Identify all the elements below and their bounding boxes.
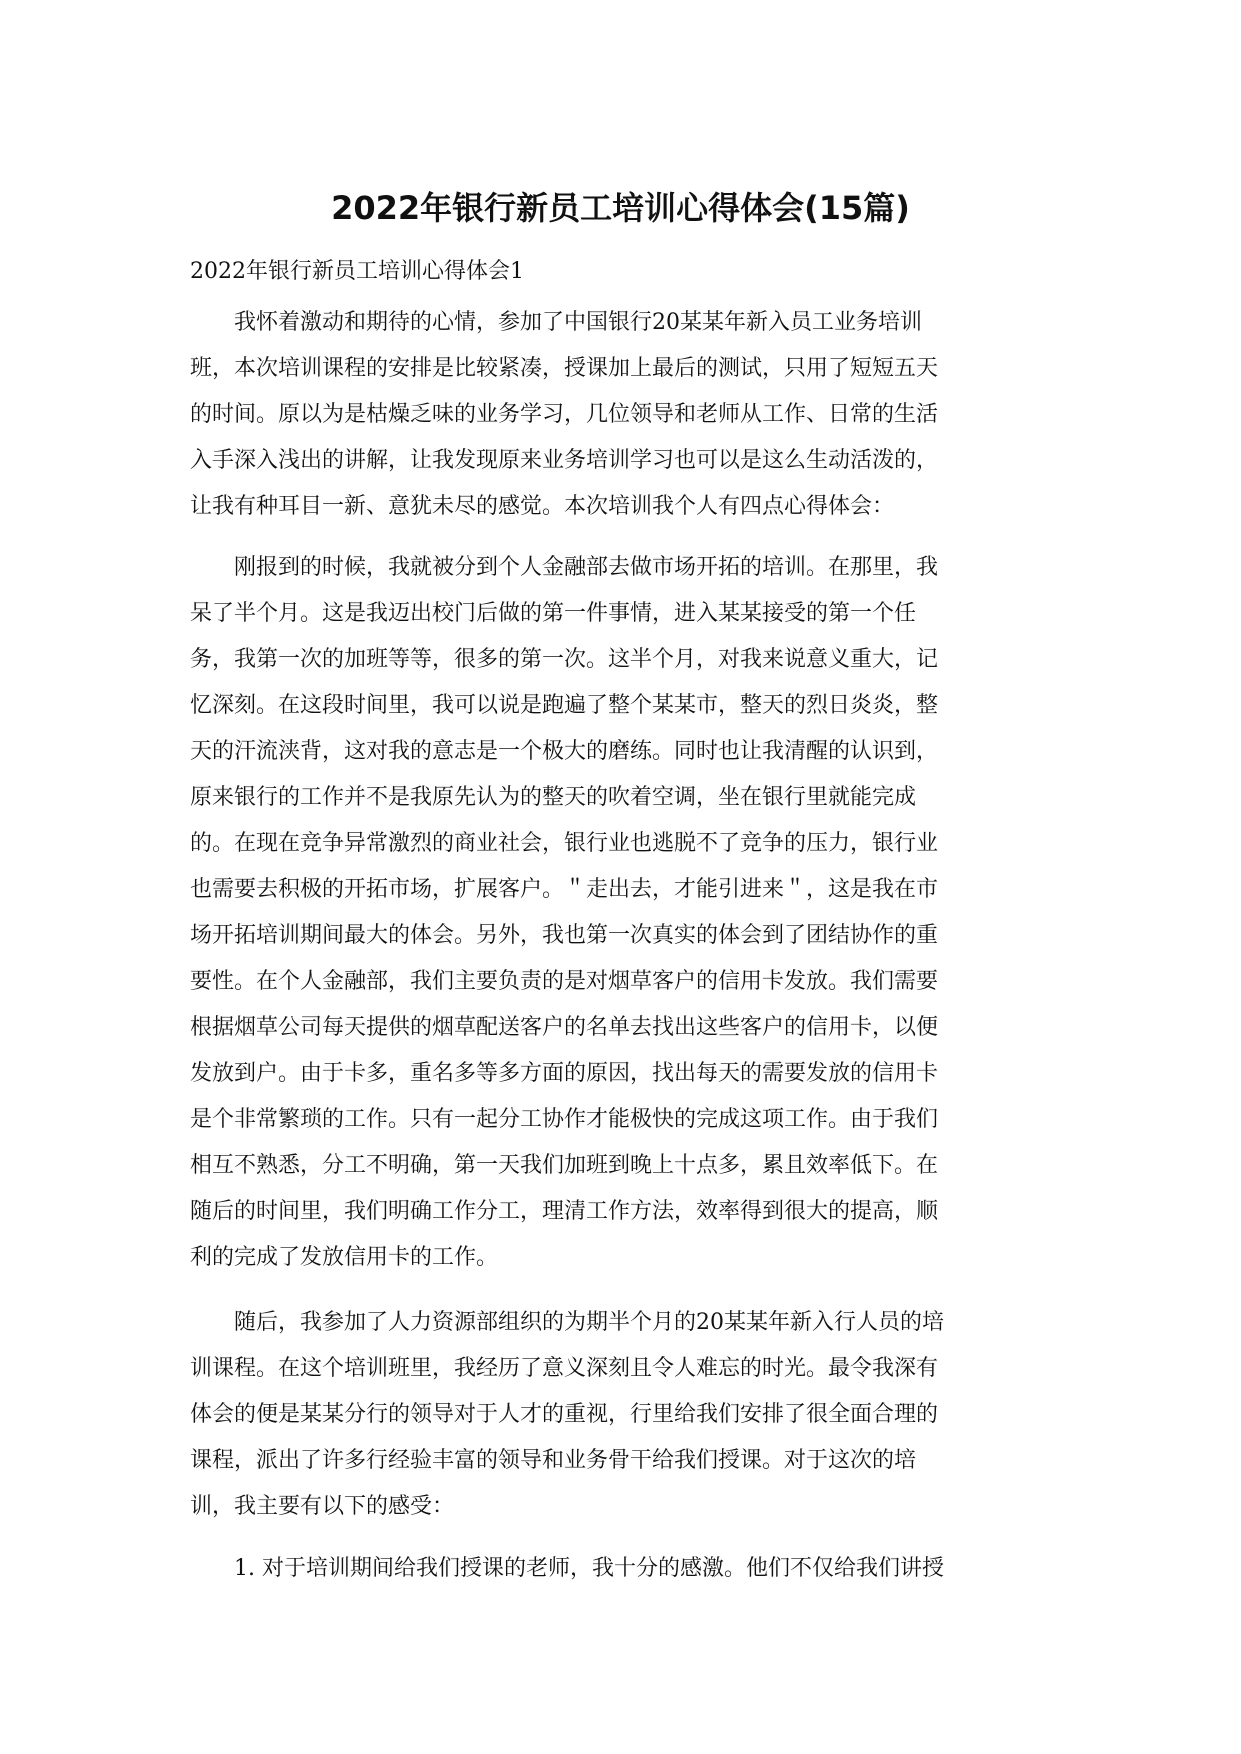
paragraph-line: 忆深刻。在这段时间里，我可以说是跑遍了整个某某市，整天的烈日炎炎，整 [190,693,939,718]
paragraph-line: 的。在现在竞争异常激烈的商业社会，银行业也逃脱不了竞争的压力，银行业 [190,831,939,856]
paragraph-line: 呆了半个月。这是我迈出校门后做的第一件事情，进入某某接受的第一个任 [190,601,917,626]
document-title: 2022年银行新员工培训心得体会(15篇) [331,189,910,227]
paragraph-line: 1. 对于培训期间给我们授课的老师，我十分的感激。他们不仅给我们讲授 [190,1556,944,1581]
paragraph-line: 也需要去积极的开拓市场，扩展客户。＂走出去，才能引进来＂，这是我在市 [190,877,939,902]
paragraph-line: 务，我第一次的加班等等，很多的第一次。这半个月，对我来说意义重大，记 [190,647,939,672]
paragraph-line: 让我有种耳目一新、意犹未尽的感觉。本次培训我个人有四点心得体会： [190,494,895,519]
paragraph-line: 利的完成了发放信用卡的工作。 [190,1245,499,1270]
paragraph-line: 场开拓培训期间最大的体会。另外，我也第一次真实的体会到了团结协作的重 [190,923,939,948]
paragraph-line: 相互不熟悉，分工不明确，第一天我们加班到晚上十点多，累且效率低下。在 [190,1153,939,1178]
paragraph-line: 刚报到的时候，我就被分到个人金融部去做市场开拓的培训。在那里，我 [190,555,939,580]
paragraph-line: 的时间。原以为是枯燥乏味的业务学习，几位领导和老师从工作、日常的生活 [190,402,939,427]
paragraph-line: 训，我主要有以下的感受： [190,1494,455,1519]
paragraph-line: 课程，派出了许多行经验丰富的领导和业务骨干给我们授课。对于这次的培 [190,1448,917,1473]
paragraph-line: 随后，我参加了人力资源部组织的为期半个月的20某某年新入行人员的培 [190,1310,944,1335]
paragraph-1 [190,300,1040,530]
paragraph-line: 发放到户。由于卡多，重名多等多方面的原因，找出每天的需要发放的信用卡 [190,1061,939,1086]
paragraph-line: 要性。在个人金融部，我们主要负责的是对烟草客户的信用卡发放。我们需要 [190,969,939,994]
paragraph-4 [190,1546,1040,1592]
section-heading: 2022年银行新员工培训心得体会1 [190,259,524,284]
paragraph-line: 是个非常繁琐的工作。只有一起分工协作才能极快的完成这项工作。由于我们 [190,1107,939,1132]
paragraph-line: 体会的便是某某分行的领导对于人才的重视，行里给我们安排了很全面合理的 [190,1402,939,1427]
paragraph-line: 班，本次培训课程的安排是比较紧凑，授课加上最后的测试，只用了短短五天 [190,356,939,381]
paragraph-line: 根据烟草公司每天提供的烟草配送客户的名单去找出这些客户的信用卡，以便 [190,1015,939,1040]
paragraph-line: 天的汗流浃背，这对我的意志是一个极大的磨练。同时也让我清醒的认识到， [190,739,939,764]
paragraph-line: 训课程。在这个培训班里，我经历了意义深刻且令人难忘的时光。最令我深有 [190,1356,939,1381]
paragraph-line: 原来银行的工作并不是我原先认为的整天的吹着空调，坐在银行里就能完成 [190,785,917,810]
paragraph-3 [190,1300,1040,1530]
paragraph-line: 我怀着激动和期待的心情，参加了中国银行20某某年新入员工业务培训 [190,310,922,335]
paragraph-line: 随后的时间里，我们明确工作分工，理清工作方法，效率得到很大的提高，顺 [190,1199,939,1224]
paragraph-line: 入手深入浅出的讲解，让我发现原来业务培训学习也可以是这么生动活泼的， [190,448,939,473]
paragraph-2 [190,545,1040,1281]
